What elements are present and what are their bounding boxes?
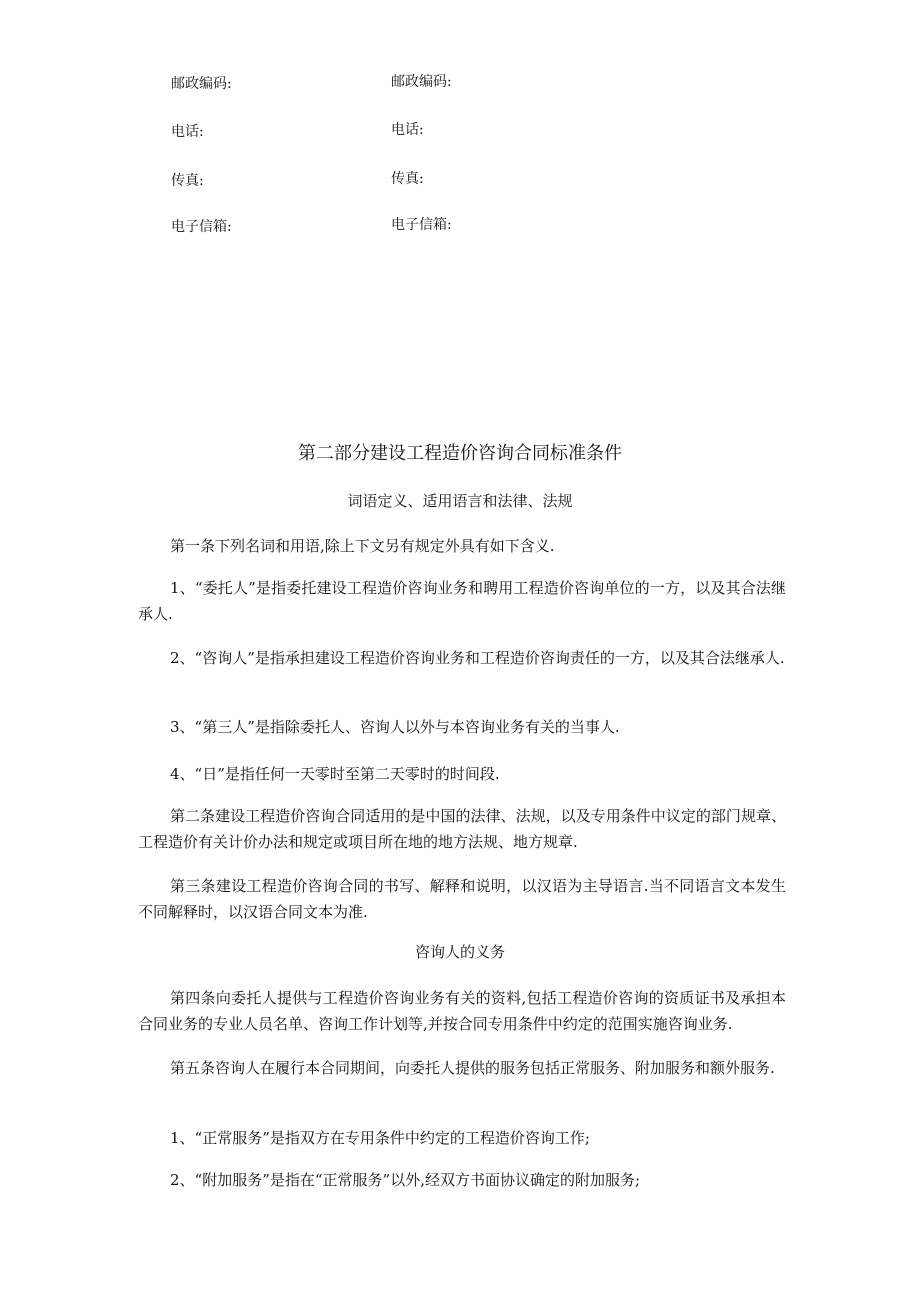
article-2: 第二条建设工程造价咨询合同适用的是中国的法律、法规，以及专用条件中议定的部门规章、工程造价有关计价办法和规定或项目所在地的地方法规、地方规章. <box>138 807 786 851</box>
article-5: 第五条咨询人在履行本合同期间，向委托人提供的服务包括正常服务、附加服务和额外服务. <box>170 1059 775 1077</box>
service-additional: 2、“附加服务”是指在“正常服务”以外,经双方书面协议确定的附加服务; <box>170 1171 641 1189</box>
definition-day: 4、“日”是指任何一天零时至第二天零时的时间段. <box>170 765 500 783</box>
definition-third-party: 3、“第三人”是指除委托人、咨询人以外与本咨询业务有关的当事人. <box>170 718 620 736</box>
left-postal-code-label: 邮政编码: <box>171 76 232 92</box>
document-title: 第二部分建设工程造价咨询合同标准条件 <box>298 443 622 464</box>
definition-client: 1、“委托人”是指委托建设工程造价咨询业务和聘用工程造价咨询单位的一方，以及其合法继承人. <box>138 579 786 623</box>
left-phone-label: 电话: <box>171 124 204 140</box>
article-4: 第四条向委托人提供与工程造价咨询业务有关的资料,包括工程造价咨询的资质证书及承担本合同业务的专业人员名单、咨询工作计划等,并按合同专用条件中约定的范围实施咨询业务. <box>138 989 786 1033</box>
article-1: 第一条下列名词和用语,除上下文另有规定外具有如下含义. <box>170 537 555 555</box>
right-email-label: 电子信箱: <box>391 217 452 233</box>
right-phone-label: 电话: <box>391 122 424 138</box>
article-3: 第三条建设工程造价咨询合同的书写、解释和说明，以汉语为主导语言.当不同语言文本发生不同解释时，以汉语合同文本为准. <box>138 877 786 921</box>
right-fax-label: 传真: <box>391 171 424 187</box>
left-fax-label: 传真: <box>171 173 204 189</box>
definition-consultant: 2、“咨询人”是指承担建设工程造价咨询业务和工程造价咨询责任的一方，以及其合法继承人. <box>170 649 785 667</box>
left-email-label: 电子信箱: <box>171 219 232 235</box>
service-normal: 1、“正常服务”是指双方在专用条件中约定的工程造价咨询工作; <box>170 1129 590 1147</box>
section-heading-consultant-obligations: 咨询人的义务 <box>414 943 505 961</box>
right-postal-code-label: 邮政编码: <box>391 74 452 90</box>
section-heading-definitions: 词语定义、适用语言和法律、法规 <box>347 492 573 510</box>
